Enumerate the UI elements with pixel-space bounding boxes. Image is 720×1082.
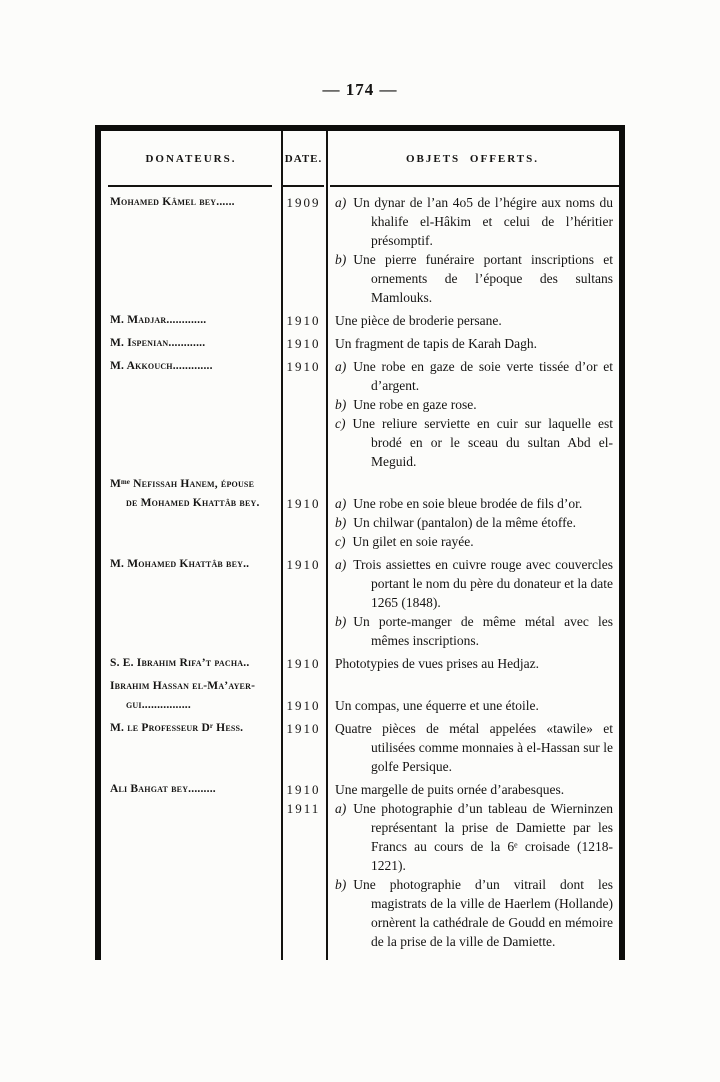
item-letter: a) (335, 557, 347, 572)
table-row (101, 357, 619, 471)
column-divider-donateurs-date (281, 131, 283, 960)
object-item (335, 696, 613, 715)
item-letter: c) (335, 416, 346, 431)
donor-cell (101, 555, 281, 650)
donor-cell (101, 475, 281, 551)
table-row (101, 677, 619, 715)
table-row (101, 475, 619, 551)
entry-segments (281, 696, 619, 715)
table-body (101, 187, 619, 951)
table-row (101, 311, 619, 330)
date-value: 1910 (286, 336, 321, 351)
item-letter: b) (335, 397, 347, 412)
object-item (335, 875, 613, 951)
entry-segment (281, 654, 619, 673)
object-item (335, 654, 613, 673)
table-row (101, 193, 619, 307)
date-value: 1910 (286, 656, 321, 671)
objects-cell (326, 719, 619, 776)
entry-segments (281, 555, 619, 650)
donor-name: M. Madjar............. (110, 314, 207, 326)
objects-cell (326, 193, 619, 307)
table-row (101, 654, 619, 673)
entry-segment (281, 696, 619, 715)
item-letter: a) (335, 801, 347, 816)
object-item (335, 193, 613, 250)
header-label-objets: OBJETS OFFERTS. (405, 153, 540, 165)
entry-segments (281, 719, 619, 776)
date-value: 1910 (286, 359, 321, 374)
objects-cell (326, 696, 619, 715)
entry-segment (281, 719, 619, 776)
date-value: 1910 (286, 721, 321, 736)
entry-segments (281, 334, 619, 353)
entry-segments (281, 654, 619, 673)
item-text: Une margelle de puits ornée d’arabesques. (335, 782, 565, 797)
header-label-donateurs: DONATEURS. (145, 153, 237, 165)
donor-name: Mohamed Kâmel bey...... (110, 196, 235, 208)
item-letter: a) (335, 195, 347, 210)
donor-name: M. Akkouch............. (110, 360, 213, 372)
table-header-row (101, 131, 619, 187)
item-text: Une reliure serviette en cuir sur laquelle est brodé en or le sceau du sultan Abd el-Meguid. (352, 416, 613, 469)
item-text: Une pierre funéraire portant inscriptions et ornements de l’époque des sultans Mamlouks. (353, 252, 613, 305)
donor-cell (101, 334, 281, 353)
entry-segments (281, 193, 619, 307)
object-item (335, 719, 613, 776)
entry-segment (281, 334, 619, 353)
item-text: Un compas, une équerre et une étoile. (335, 698, 539, 713)
objects-cell (326, 555, 619, 650)
donor-cell (101, 357, 281, 471)
objects-cell (326, 799, 619, 951)
donor-name: M. le Professeur Dʳ Hess. (110, 722, 244, 734)
date-value: 1910 (286, 557, 321, 572)
donor-name: gui................ (126, 699, 191, 711)
entry-segments (281, 780, 619, 951)
table-row (101, 555, 619, 650)
objects-cell (326, 494, 619, 551)
header-cell-donateurs (101, 131, 281, 187)
item-text: Un chilwar (pantalon) de la même étoffe. (353, 515, 577, 530)
object-item (335, 311, 613, 330)
donor-name: de Mohamed Khattâb bey. (126, 497, 260, 509)
object-item (335, 414, 613, 471)
header-underline (108, 185, 272, 187)
table-row (101, 334, 619, 353)
object-item (335, 555, 613, 612)
date-value: 1910 (286, 496, 321, 511)
date-value: 1910 (286, 782, 321, 797)
donor-cell (101, 193, 281, 307)
item-text: Une photographie d’un vitrail dont les magistrats de la ville de Haerlem (Hollande) ornèrent la cathédrale de Goudd en mémoire de la prise de la ville de Damiette. (353, 877, 613, 949)
item-text: Une pièce de broderie persane. (335, 313, 502, 328)
item-letter: a) (335, 359, 347, 374)
donor-name: Mᵐᵉ Nefissah Hanem, épouse (110, 478, 255, 490)
table-row (101, 780, 619, 951)
object-item (335, 612, 613, 650)
object-item (335, 780, 613, 799)
donor-name: S. E. Ibrahim Rifa’t pacha.. (110, 657, 250, 669)
object-item (335, 494, 613, 513)
item-text: Un porte-manger de même métal avec les mêmes inscriptions. (353, 614, 613, 648)
item-letter: b) (335, 614, 347, 629)
item-text: Une robe en gaze rose. (353, 397, 477, 412)
object-item (335, 250, 613, 307)
objects-cell (326, 311, 619, 330)
date-value: 1910 (286, 698, 321, 713)
item-letter: b) (335, 252, 347, 267)
entry-segments (281, 311, 619, 330)
donor-name: Ali Bahgat bey......... (110, 783, 216, 795)
entry-segment (281, 193, 619, 307)
entry-segments (281, 494, 619, 551)
donor-cell (101, 780, 281, 951)
object-item (335, 513, 613, 532)
objects-cell (326, 334, 619, 353)
object-item (335, 334, 613, 353)
item-text: Un dynar de l’an 4o5 de l’hégire aux noms du khalife el-Hâkim et celui de l’héritier présomptif. (353, 195, 613, 248)
item-letter: a) (335, 496, 347, 511)
donor-cell (101, 719, 281, 776)
donor-name: Ibrahim Hassan el-Ma’ayer- (110, 680, 256, 692)
date-value: 1909 (286, 195, 321, 210)
page-number: — 174 — (322, 80, 398, 99)
header-underline (283, 185, 324, 187)
entry-segments (281, 357, 619, 471)
header-cell-date (281, 131, 326, 187)
donor-name: M. Mohamed Khattâb bey.. (110, 558, 250, 570)
item-text: Une robe en soie bleue brodée de fils d’or. (353, 496, 583, 511)
item-text: Une photographie d’un tableau de Wierninzen représentant la prise de Damiette par les Francs au cours de la 6ᵉ croisade (1218-1221). (353, 801, 613, 873)
entry-segment (281, 494, 619, 551)
donor-cell (101, 677, 281, 715)
item-text: Phototypies de vues prises au Hedjaz. (335, 656, 539, 671)
table-row (101, 719, 619, 776)
date-value: 1910 (286, 313, 321, 328)
item-letter: b) (335, 877, 347, 892)
item-text: Quatre pièces de métal appelées «tawile» et utilisées comme monnaies à el-Hassan sur le golfe Persique. (335, 721, 613, 774)
objects-cell (326, 780, 619, 799)
column-divider-date-objets (326, 131, 328, 960)
header-underline (330, 185, 619, 187)
objects-cell (326, 357, 619, 471)
objects-cell (326, 654, 619, 673)
item-text: Une robe en gaze de soie verte tissée d’or et d’argent. (353, 359, 613, 393)
date-value: 1911 (286, 801, 321, 816)
entry-segment (281, 311, 619, 330)
item-letter: c) (335, 534, 346, 549)
item-text: Un gilet en soie rayée. (352, 534, 474, 549)
donor-cell (101, 311, 281, 330)
object-item (335, 799, 613, 875)
object-item (335, 395, 613, 414)
entry-segment (281, 555, 619, 650)
donations-table (95, 125, 625, 960)
header-label-date: DATE. (284, 153, 323, 165)
object-item (335, 532, 613, 551)
donor-name: M. Ispenian............ (110, 337, 206, 349)
entry-segment (281, 357, 619, 471)
item-letter: b) (335, 515, 347, 530)
entry-segment (281, 799, 619, 951)
donor-cell (101, 654, 281, 673)
header-cell-objets (326, 131, 619, 187)
item-text: Trois assiettes en cuivre rouge avec couvercles portant le nom du père du donateur et la date 1265 (1848). (353, 557, 613, 610)
item-text: Un fragment de tapis de Karah Dagh. (335, 336, 538, 351)
entry-segment (281, 780, 619, 799)
object-item (335, 357, 613, 395)
